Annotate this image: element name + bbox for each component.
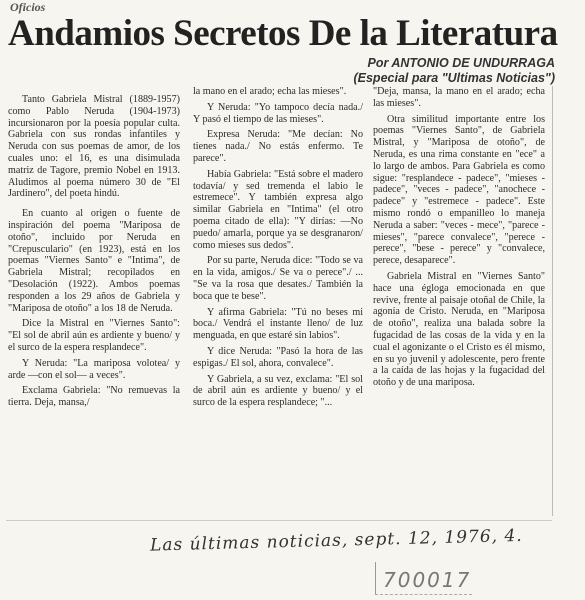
paragraph: Y dice Neruda: "Pasó la hora de las espigas./ El sol, ahora, convalece".: [193, 345, 363, 369]
byline: [353, 56, 555, 86]
article-title: Andamios Secretos De la Literatura: [8, 13, 558, 54]
paragraph: Y Neruda: "Yo tampoco decía nada./ Y pasó el tiempo de las mieses".: [193, 101, 363, 125]
archive-stamp-number: 700017: [383, 568, 472, 592]
paragraph: Por su parte, Neruda dice: "Todo se va en la vida, amigos./ Se va o perece"./ ... "Se va la rosa que desates./ También la boca que te bese".: [193, 255, 363, 302]
paragraph: Y afirma Gabriela: "Tú no beses mi boca./ Vendrá el instante lleno/ de luz menguada, en que estaré sin labios".: [193, 306, 363, 342]
byline-special: (Especial para "Ultimas Noticias"): [353, 71, 555, 85]
article-column-2: [193, 86, 363, 413]
clipping-bottom-edge: [6, 520, 552, 521]
paragraph: "Deja, mansa, la mano en el arado; echa las mieses".: [373, 86, 545, 109]
paragraph: En cuanto al origen o fuente de inspiración del poema "Mariposa de otoño", incluido por Neruda en "Crepusculario" (en 1923), está en los poemas "Viernes Santo" e "Intima", de Gabriela Mistral; recopilados en "Desolación (1922). Ambos poemas responden a los 29 años de Gabriela y "Mariposa de otoño" a los 18 de Neruda.: [8, 208, 180, 314]
column-border: [552, 86, 553, 516]
paragraph: Y Gabriela, a su vez, exclama: "El sol de abril aún es ardiente y bueno/ y el surco de la espera resplandece; "...: [193, 373, 363, 409]
paragraph: Tanto Gabriela Mistral (1889-1957) como Pablo Neruda (1904-1973) incursionaron por la poesía popular culta. Gabriela con sus rondas infantiles y Neruda con sus poemas de amor, de los cuales uno: el 16, es una disimulada matriz de Tagore, premio Nobel en 1913. Aludimos al poema número 30 de "El Jardinero", del poeta hindú.: [8, 94, 180, 200]
paragraph: Y Neruda: "La mariposa volotea/ y arde —con el sol— a veces".: [8, 357, 180, 381]
paragraph: Gabriela Mistral en "Viernes Santo" hace una égloga emocionada en que revive, frente al paisaje otoñal de Chile, la agonía de Cristo. Neruda, en "Mariposa de otoño", realiza una balada sobre la fugacidad de las cosas de la vida y en la cual el agonizante o el Cristo es él mismo, en su yo juvenil y adolescente, pero frente a la caída de las hojas y la fugacidad del otoño y de una mariposa.: [373, 270, 545, 389]
paragraph: Expresa Neruda: "Me decían: No tienes nada./ No estás enfermo. Te parece".: [193, 129, 363, 164]
paragraph: la mano en el arado; echa las mieses".: [193, 86, 347, 97]
paragraph: Dice la Mistral en "Viernes Santo": "El sol de abril aún es ardiente y bueno/ y el surco de la espera resplandece".: [8, 318, 180, 353]
article-column-3: [373, 86, 545, 393]
section-label: Oficios: [10, 0, 46, 14]
paragraph: Había Gabriela: "Está sobre el madero todavía/ y sed tremenda el labio le estremece". Y también expresa algo similar Gabriela en "Intima" (el otro poema citado de ella): "Y dirías: —No puedo/ amarla, porque ya se desgranaron/ como mieses sus dedos".: [193, 168, 363, 251]
paragraph: Exclama Gabriela: "No remuevas la tierra. Deja, mansa,/: [8, 385, 180, 409]
article-column-1: [8, 94, 180, 413]
handwritten-source-note: Las últimas noticias, sept. 12, 1976, 4.: [149, 525, 523, 556]
byline-author: Por ANTONIO DE UNDURRAGA: [367, 56, 555, 70]
paragraph: Otra similitud importante entre los poemas "Viernes Santo", de Gabriela Mistral, y "Mariposa de otoño", de Neruda, es una rima constante en "ece" a lo largo de ambos. Para Gabriela es como sigue: "resplandece - padece", "mieses - padece", "veces - padece", "anochece - padece" y "estremece - padece". Este mismo rondó o empanilleo lo maneja Neruda a saber: "veces - mece", "parece - mieses", "parece convalece", "perece - perece", "bese - perece" y "convalece, perece, desaparece".: [373, 113, 545, 267]
